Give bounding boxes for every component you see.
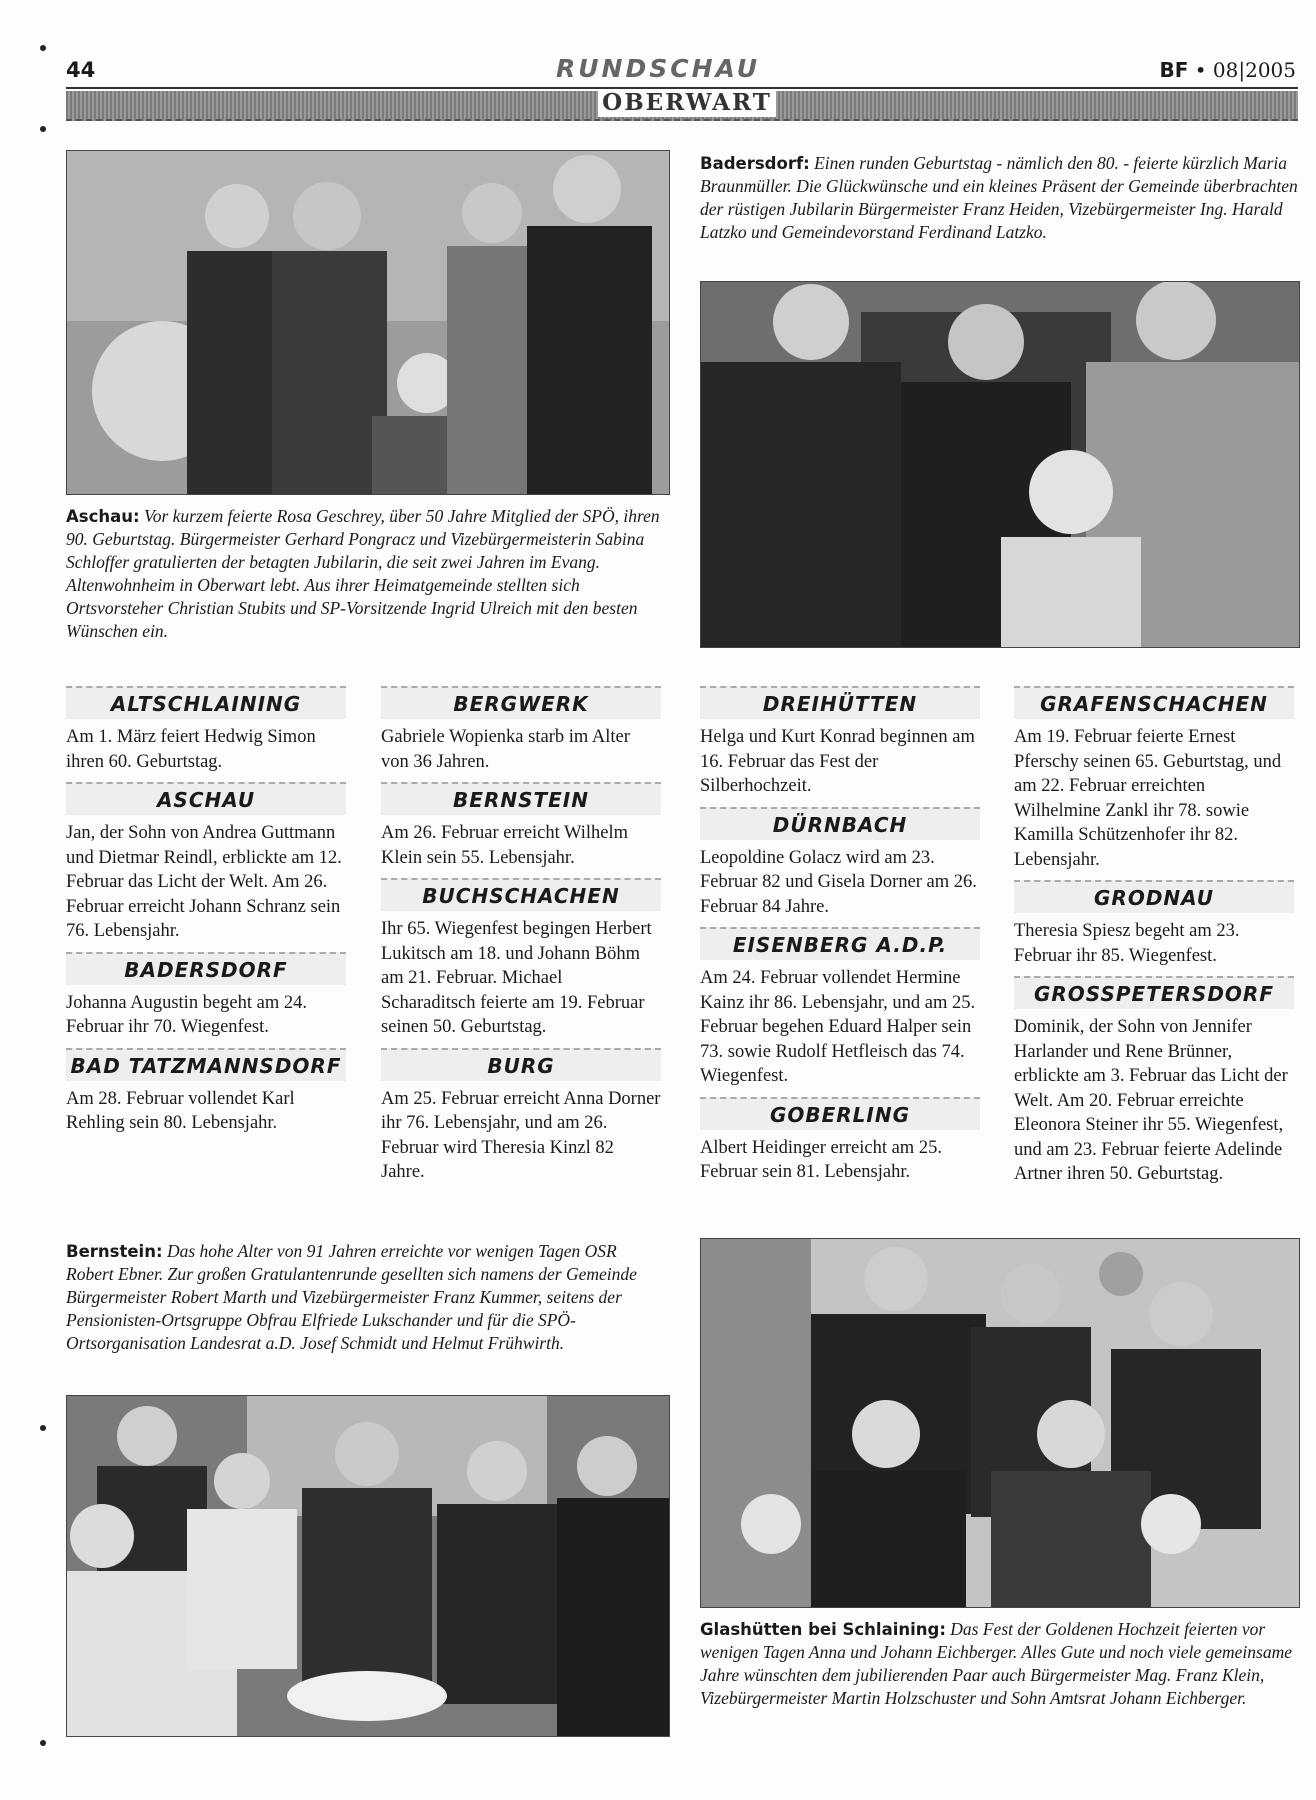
section-heading: BERGWERK <box>381 686 661 719</box>
caption-text: Das Fest der Goldenen Hochzeit feierten vor wenigen Tagen Anna und Johann Eichberger. Alles Gute und noch viele gemeinsame Jahre wünschten dem jubilierenden Paar auch Bürgermeister Mag. Franz Klein, Vizebürgermeister Martin Holzschuster und Sohn Amtsrat Johann Eichberger. <box>700 1619 1292 1708</box>
column-4 <box>1014 686 1294 1187</box>
section-text: Am 25. Februar erreicht Anna Dorner ihr 76. Lebensjahr, und am 26. Februar wird Theresia Kinzl 82 Jahre. <box>381 1088 661 1182</box>
section-heading: ALTSCHLAINING <box>66 686 346 719</box>
section-heading: BADERSDORF <box>66 952 346 985</box>
section-heading: DREIHÜTTEN <box>700 686 980 719</box>
column-3 <box>700 686 980 1185</box>
region-title: OBERWART <box>598 89 776 117</box>
photo-badersdorf <box>700 281 1300 648</box>
section-text: Ihr 65. Wiegenfest begingen Herbert Lukitsch am 18. und Johann Böhm am 21. Februar. Michael Scharaditsch feierte am 19. Februar seinen 50. Geburtstag. <box>381 919 652 1037</box>
caption-badersdorf <box>700 152 1298 244</box>
section-text: Am 19. Februar feierte Ernest Pferschy seinen 65. Geburtstag, und am 22. Februar erreichten Wilhelmine Zankl ihr 78. sowie Kamilla Schützenhofer ihr 82. Lebensjahr. <box>1014 727 1282 870</box>
caption-lead: Badersdorf: <box>700 154 810 173</box>
caption-bernstein <box>66 1240 668 1355</box>
binder-mark <box>40 1740 46 1746</box>
caption-text: Einen runden Geburtstag - nämlich den 80. - feierte kürzlich Maria Braunmüller. Die Glückwünsche und ein kleines Präsent der Gemeinde überbrachten der rüstigen Jubilarin Bürgermeister Franz Heiden, Vizebürgermeister Ing. Harald Latzko und Gemeindevorstand Ferdinand Latzko. <box>700 153 1298 242</box>
section-text: Leopoldine Golacz wird am 23. Februar 82 und Gisela Dorner am 26. Februar 84 Jahre. <box>700 847 977 917</box>
issue-date: 08|2005 <box>1212 58 1296 82</box>
caption-aschau <box>66 505 668 643</box>
section-heading: BAD TATZMANNSDORF <box>66 1048 346 1081</box>
issue-info <box>1159 58 1296 82</box>
section-text: Am 1. März feiert Hedwig Simon ihren 60. Geburtstag. <box>66 727 316 772</box>
section-text: Dominik, der Sohn von Jennifer Harlander und Rene Brünner, erblickte am 3. Februar das Licht der Welt. Am 20. Februar erreichte Eleonora Steiner ihr 55. Wiegenfest, und am 23. Februar feierte Adelinde Artner ihren 50. Geburtstag. <box>1014 1017 1288 1184</box>
section-text: Am 28. Februar vollendet Karl Rehling sein 80. Lebensjahr. <box>66 1088 295 1133</box>
section-heading: ASCHAU <box>66 782 346 815</box>
section-heading: DÜRNBACH <box>700 807 980 840</box>
column-1 <box>66 686 346 1136</box>
masthead: RUNDSCHAU <box>555 54 761 83</box>
caption-lead: Bernstein: <box>66 1242 163 1261</box>
photo-bernstein <box>66 1395 670 1737</box>
binder-mark <box>40 45 46 51</box>
section-heading: GRAFENSCHACHEN <box>1014 686 1294 719</box>
caption-glashuetten <box>700 1618 1298 1710</box>
section-text: Gabriele Wopienka starb im Alter von 36 Jahren. <box>381 727 630 772</box>
section-heading: GOBERLING <box>700 1097 980 1130</box>
binder-mark <box>40 1425 46 1431</box>
photo-glashuetten <box>700 1238 1300 1608</box>
section-heading: EISENBERG A.D.P. <box>700 927 980 960</box>
section-text: Albert Heidinger erreicht am 25. Februar sein 81. Lebensjahr. <box>700 1137 942 1182</box>
separator-bullet: • <box>1194 58 1207 82</box>
publication-name: BF <box>1159 58 1189 82</box>
binder-mark <box>40 126 46 132</box>
photo-aschau <box>66 150 670 495</box>
caption-text: Vor kurzem feierte Rosa Geschrey, über 50 Jahre Mitglied der SPÖ, ihren 90. Geburtstag. Bürgermeister Gerhard Pongracz und Vizebürgermeisterin Sabina Schloffer gratulierten der betagten Jubilarin, die seit zwei Jahren im Evang. Altenwohnheim in Oberwart lebt. Aus ihrer Heimatgemeinde stellten sich Ortsvorsteher Christian Stubits und SP-Vorsitzende Ingrid Ulreich mit den besten Wünschen ein. <box>66 506 660 641</box>
section-heading: BUCHSCHACHEN <box>381 878 661 911</box>
section-text: Helga und Kurt Konrad beginnen am 16. Februar das Fest der Silberhochzeit. <box>700 727 975 796</box>
section-text: Am 24. Februar vollendet Hermine Kainz ihr 86. Lebensjahr, und am 25. Februar begehen Eduard Halper sein 73. sowie Rudolf Hetfleisch das 74. Wiegenfest. <box>700 968 976 1086</box>
caption-text: Das hohe Alter von 91 Jahren erreichte vor wenigen Tagen OSR Robert Ebner. Zur großen Gratulantenrunde gesellten sich namens der Gemeinde Bürgermeister Robert Marth und Vizebürgermeister Franz Kummer, seitens der Pensionisten-Ortsgruppe Obfrau Elfriede Lukschander und für die SPÖ-Ortsorganisation Landesrat a.D. Josef Schmidt und Helmut Frühwirth. <box>66 1241 637 1353</box>
section-text: Am 26. Februar erreicht Wilhelm Klein sein 55. Lebensjahr. <box>381 823 629 868</box>
page-number: 44 <box>66 58 96 82</box>
section-heading: GRODNAU <box>1014 880 1294 913</box>
section-text: Jan, der Sohn von Andrea Guttmann und Dietmar Reindl, erblickte am 12. Februar das Licht der Welt. Am 26. Februar erreicht Johann Schranz sein 76. Lebensjahr. <box>66 823 342 941</box>
caption-lead: Glashütten bei Schlaining: <box>700 1620 946 1639</box>
section-text: Johanna Augustin begeht am 24. Februar ihr 70. Wiegenfest. <box>66 992 307 1037</box>
section-heading: GROSSPETERSDORF <box>1014 976 1294 1009</box>
section-heading: BURG <box>381 1048 661 1081</box>
section-heading: BERNSTEIN <box>381 782 661 815</box>
section-text: Theresia Spiesz begeht am 23. Februar ihr 85. Wiegenfest. <box>1014 921 1240 966</box>
caption-lead: Aschau: <box>66 507 140 526</box>
column-2 <box>381 686 661 1185</box>
